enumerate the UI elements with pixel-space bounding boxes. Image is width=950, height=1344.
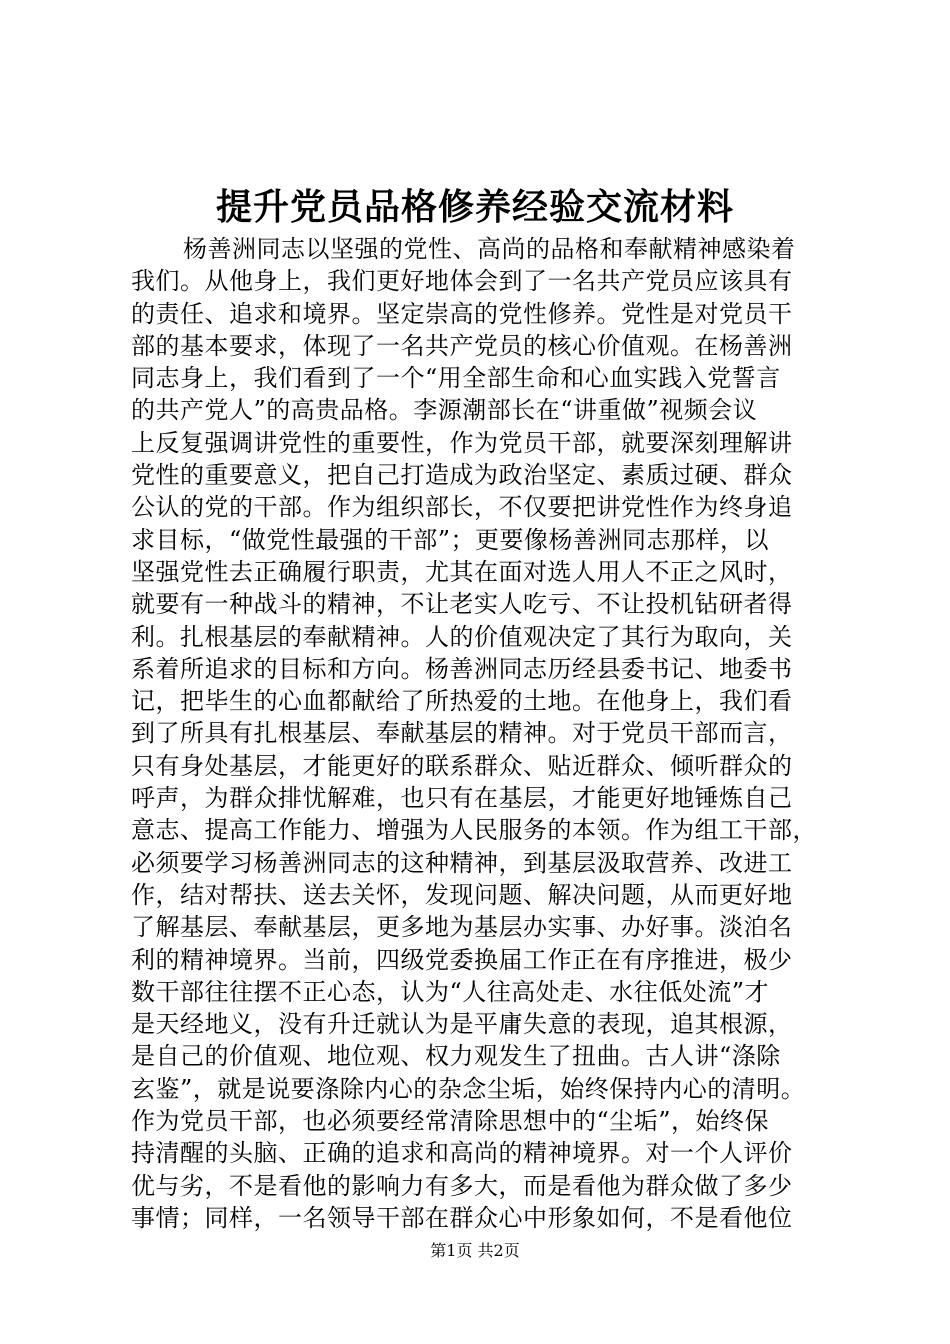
paragraph-line: 到了所具有扎根基层、奉献基层的精神。对于党员干部而言，: [131, 719, 793, 748]
paragraph-line: 是天经地义，没有升迁就认为是平庸失意的表现，追其根源，: [131, 1010, 793, 1039]
paragraph-line: 就要有一种战斗的精神，不让老实人吃亏、不让投机钻研者得: [131, 590, 793, 619]
paragraph-line: 作，结对帮扶、送去关怀，发现问题、解决问题，从而更好地: [131, 880, 793, 909]
document-title: 提升党员品格修养经验交流材料: [215, 187, 734, 228]
paragraph-line: 是自己的价值观、地位观、权力观发生了扭曲。古人讲“涤除: [131, 1042, 781, 1071]
paragraph-line: 持清醒的头脑、正确的追求和高尚的精神境界。对一个人评价: [131, 1139, 793, 1168]
paragraph-line: 意志、提高工作能力、增强为人民服务的本领。作为组工干部，: [131, 816, 817, 845]
paragraph-line: 的共产党人”的高贵品格。李源潮部长在“讲重做”视频会议: [131, 396, 758, 425]
paragraph-line: 上反复强调讲党性的重要性，作为党员干部，就要深刻理解讲: [131, 428, 793, 457]
paragraph-line: 求目标，“做党性最强的干部”；更要像杨善洲同志那样，以: [131, 525, 770, 554]
paragraph-line: 党性的重要意义，把自己打造成为政治坚定、素质过硬、群众: [131, 461, 793, 490]
paragraph-line: 公认的党的干部。作为组织部长，不仅要把讲党性作为终身追: [131, 493, 793, 522]
paragraph-line: 事情；同样，一名领导干部在群众心中形象如何，不是看他位: [131, 1203, 793, 1232]
paragraph-line: 利。扎根基层的奉献精神。人的价值观决定了其行为取向，关: [131, 622, 793, 651]
paragraph-line: 杨善洲同志以坚强的党性、高尚的品格和奉献精神感染着: [183, 235, 796, 263]
paragraph-line: 玄鉴”，就是说要涤除内心的杂念尘垢，始终保持内心的清明。: [131, 1074, 806, 1103]
paragraph-line: 数干部往往摆不正心态，认为“人往高处走、水往低处流”才: [131, 977, 770, 1006]
paragraph-line: 作为党员干部，也必须要经常清除思想中的“尘垢”，始终保: [131, 1107, 770, 1136]
paragraph-line: 记，把毕生的心血都献给了所热爱的土地。在他身上，我们看: [131, 687, 793, 716]
paragraph-line: 的责任、追求和境界。坚定崇高的党性修养。党性是对党员干: [131, 299, 793, 328]
paragraph-line: 必须要学习杨善洲同志的这种精神，到基层汲取营养、改进工: [131, 848, 793, 877]
paragraph-line: 部的基本要求，体现了一名共产党员的核心价值观。在杨善洲: [131, 331, 793, 360]
paragraph-line: 了解基层、奉献基层，更多地为基层办实事、办好事。淡泊名: [131, 913, 793, 942]
paragraph-line: 坚强党性去正确履行职责，尤其在面对选人用人不正之风时，: [131, 557, 793, 586]
paragraph-line: 优与劣，不是看他的影响力有多大，而是看他为群众做了多少: [131, 1171, 793, 1200]
page-number-footer: 第1页 共2页: [430, 1241, 520, 1260]
paragraph-line: 我们。从他身上，我们更好地体会到了一名共产党员应该具有: [131, 267, 793, 296]
paragraph-line: 呼声，为群众排忧解难，也只有在基层，才能更好地锤炼自己: [131, 784, 793, 813]
document-body: [131, 233, 851, 1234]
paragraph-line: 系着所追求的目标和方向。杨善洲同志历经县委书记、地委书: [131, 654, 793, 683]
paragraph-line: 利的精神境界。当前，四级党委换届工作正在有序推进，极少: [131, 945, 793, 974]
paragraph-line: 同志身上，我们看到了一个“用全部生命和心血实践入党誓言: [131, 364, 781, 393]
paragraph-line: 只有身处基层，才能更好的联系群众、贴近群众、倾听群众的: [131, 751, 793, 780]
